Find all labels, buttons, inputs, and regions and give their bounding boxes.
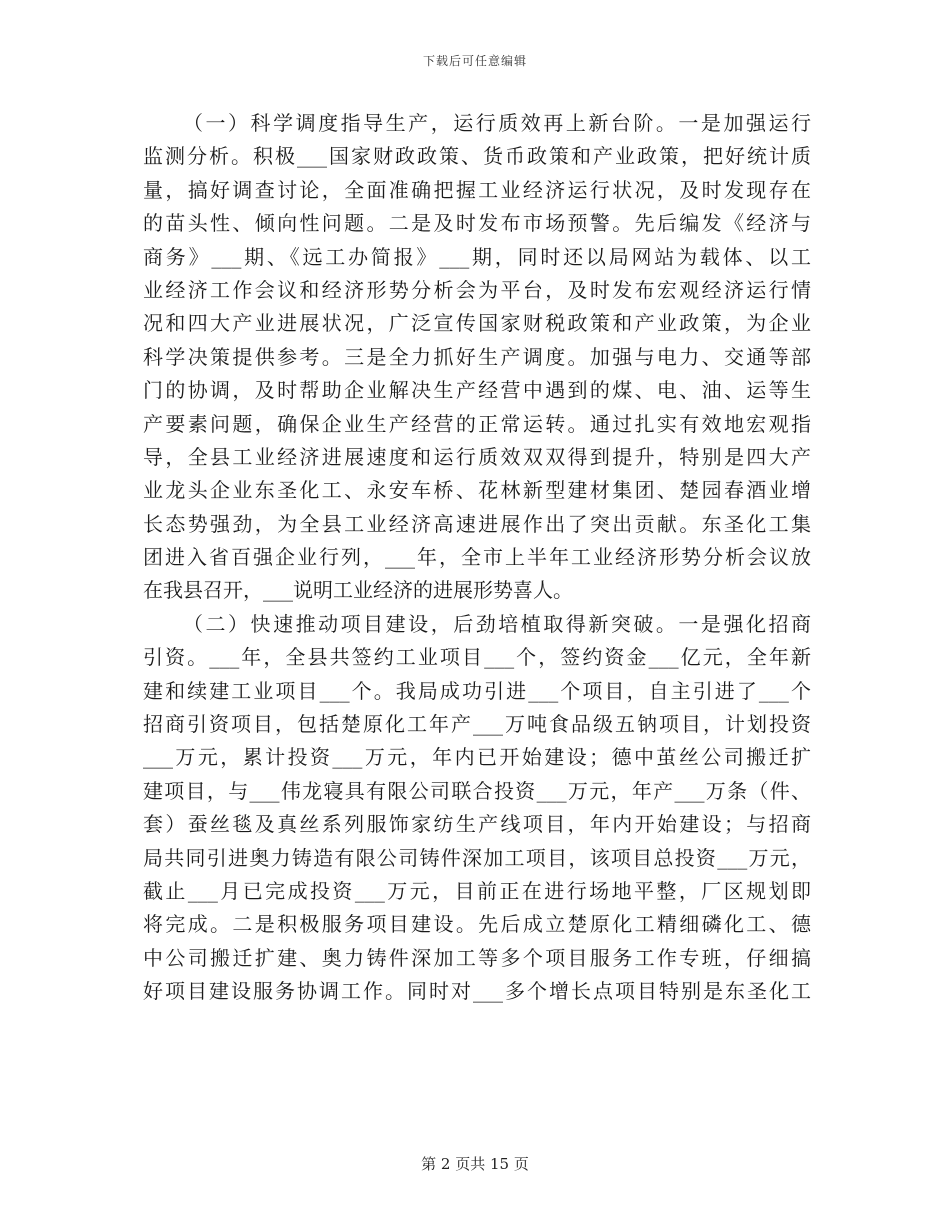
text-line: 科学决策提供参考。三是全力抓好生产调度。加强与电力、交通等部 — [143, 344, 811, 369]
text-line: 引资。___年，全县共签约工业项目___个，签约资金___亿元，全年新 — [143, 645, 811, 670]
text-line: 况和四大产业进展状况，广泛宣传国家财税政策和产业政策，为企业 — [143, 311, 811, 336]
text-line: 监测分析。积极___国家财政政策、货币政策和产业政策，把好统计质 — [143, 144, 811, 169]
text-line: 商务》___期、《远工办简报》___期，同时还以局网站为载体、以工 — [143, 244, 811, 269]
text-line: 套）蚕丝毯及真丝系列服饰家纺生产线项目，年内开始建设；与招商 — [143, 812, 811, 837]
text-line: 业龙头企业东圣化工、永安车桥、花林新型建材集团、楚园春酒业增 — [143, 478, 811, 503]
text-line: 门的协调，及时帮助企业解决生产经营中遇到的煤、电、油、运等生 — [143, 378, 811, 403]
text-line: 建项目，与___伟龙寝具有限公司联合投资___万元，年产___万条（件、 — [143, 778, 811, 803]
page-footer: 第 2 页共 15 页 — [421, 1155, 529, 1173]
text-line: 局共同引进奥力铸造有限公司铸件深加工项目，该项目总投资___万元， — [143, 845, 811, 870]
text-line: （一）科学调度指导生产，运行质效再上新台阶。一是加强运行 — [183, 111, 811, 135]
paragraph-1 — [143, 107, 811, 608]
text-line: 产要素问题，确保企业生产经营的正常运转。通过扎实有效地宏观指 — [143, 411, 811, 436]
text-line: 团进入省百强企业行列，___年，全市上半年工业经济形势分析会议放 — [143, 545, 811, 570]
text-line: 量，搞好调查讨论，全面准确把握工业经济运行状况，及时发现存在 — [143, 177, 811, 202]
text-line: 的苗头性、倾向性问题。二是及时发布市场预警。先后编发《经济与 — [143, 211, 811, 236]
text-line: 在我县召开，___说明工业经济的进展形势喜人。 — [143, 578, 573, 603]
text-line: 业经济工作会议和经济形势分析会为平台，及时发布宏观经济运行情 — [143, 277, 811, 302]
document-body — [143, 107, 811, 1009]
text-line: 截止___月已完成投资___万元，目前正在进行场地平整，厂区规划即 — [143, 878, 811, 903]
text-line: ___万元，累计投资___万元，年内已开始建设；德中茧丝公司搬迁扩 — [143, 745, 811, 770]
text-line: 将完成。二是积极服务项目建设。先后成立楚原化工精细磷化工、德 — [143, 912, 811, 937]
text-line: 中公司搬迁扩建、奥力铸件深加工等多个项目服务工作专班，仔细搞 — [143, 945, 811, 970]
text-line: （二）快速推动项目建设，后劲培植取得新突破。一是强化招商 — [183, 611, 811, 636]
text-line: 好项目建设服务协调工作。同时对___多个增长点项目特别是东圣化工 — [143, 979, 811, 1004]
page-header: 下载后可任意编辑 — [422, 54, 527, 68]
paragraph-2 — [143, 608, 811, 1009]
text-line: 建和续建工业项目___个。我局成功引进___个项目，自主引进了___个 — [143, 678, 811, 703]
text-line: 长态势强劲，为全县工业经济高速进展作出了突出贡献。东圣化工集 — [143, 511, 811, 536]
text-line: 招商引资项目，包括楚原化工年产___万吨食品级五钠项目，计划投资 — [143, 712, 811, 737]
text-line: 导，全县工业经济进展速度和运行质效双双得到提升，特别是四大产 — [143, 444, 811, 469]
